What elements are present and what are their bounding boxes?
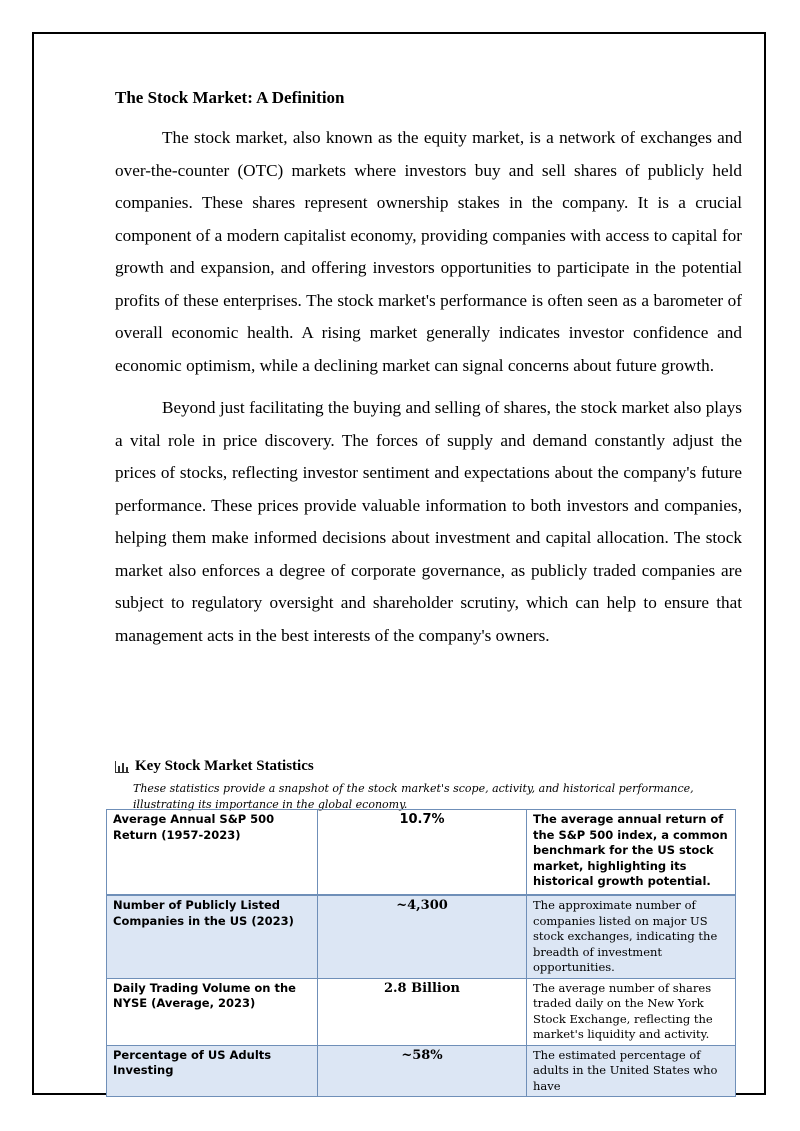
table-row: [107, 895, 736, 978]
value-cell: ~4,300: [318, 895, 527, 978]
value-cell: ~58%: [318, 1045, 527, 1097]
paragraph-1: The stock market, also known as the equity market, is a network of exchanges and over-the-counter (OTC) markets where investors buy and sell shares of publicly held companies. These shares represent ownership stakes in the company. It is a crucial component of a modern capitalist economy, providing companies with access to capital for growth and expansion, and offering investors opportunities to participate in the potential profits of these enterprises. The stock market's performance is often seen as a barometer of overall economic health. A rising market generally indicates investor confidence and economic optimism, while a declining market can signal concerns about future growth.: [115, 128, 742, 375]
description-cell: The estimated percentage of adults in the United States who have: [527, 1045, 736, 1097]
stats-table: [106, 809, 736, 1097]
stats-intro: These statistics provide a snapshot of the stock market's scope, activity, and historical performance, illustrating its importance in the global economy.: [133, 782, 694, 811]
description-cell: The average number of shares traded daily on the New York Stock Exchange, reflecting the market's liquidity and activity.: [527, 978, 736, 1045]
stats-heading-text: Key Stock Market Statistics: [135, 758, 314, 774]
bar-chart-icon: [115, 761, 129, 773]
metric-cell: Daily Trading Volume on the NYSE (Average, 2023): [107, 978, 318, 1045]
description-cell: The approximate number of companies listed on major US stock exchanges, indicating the breadth of investment opportunities.: [527, 895, 736, 978]
table-row: [107, 1045, 736, 1097]
document-title: The Stock Market: A Definition: [115, 88, 345, 107]
value-cell: 10.7%: [318, 810, 527, 896]
metric-cell: Number of Publicly Listed Companies in the US (2023): [107, 895, 318, 978]
stats-section: [115, 736, 745, 819]
metric-cell: Average Annual S&P 500 Return (1957-2023): [107, 810, 318, 896]
table-row: [107, 978, 736, 1045]
document-body: [115, 86, 742, 662]
table-row: [107, 810, 736, 896]
paragraph-2: Beyond just facilitating the buying and selling of shares, the stock market also plays a vital role in price discovery. The forces of supply and demand constantly adjust the prices of stocks, reflecting investor sentiment and expectations about the company's future performance. These prices provide valuable information to both investors and companies, helping them make informed decisions about investment and capital allocation. The stock market also enforces a degree of corporate governance, as publicly traded companies are subject to regulatory oversight and shareholder scrutiny, which can help to ensure that management acts in the best interests of the company's owners.: [115, 398, 742, 645]
value-cell: 2.8 Billion: [318, 978, 527, 1045]
description-cell: The average annual return of the S&P 500 index, a common benchmark for the US stock market, highlighting its historical growth potential.: [527, 810, 736, 896]
stats-heading: [115, 758, 745, 775]
metric-cell: Percentage of US Adults Investing: [107, 1045, 318, 1097]
